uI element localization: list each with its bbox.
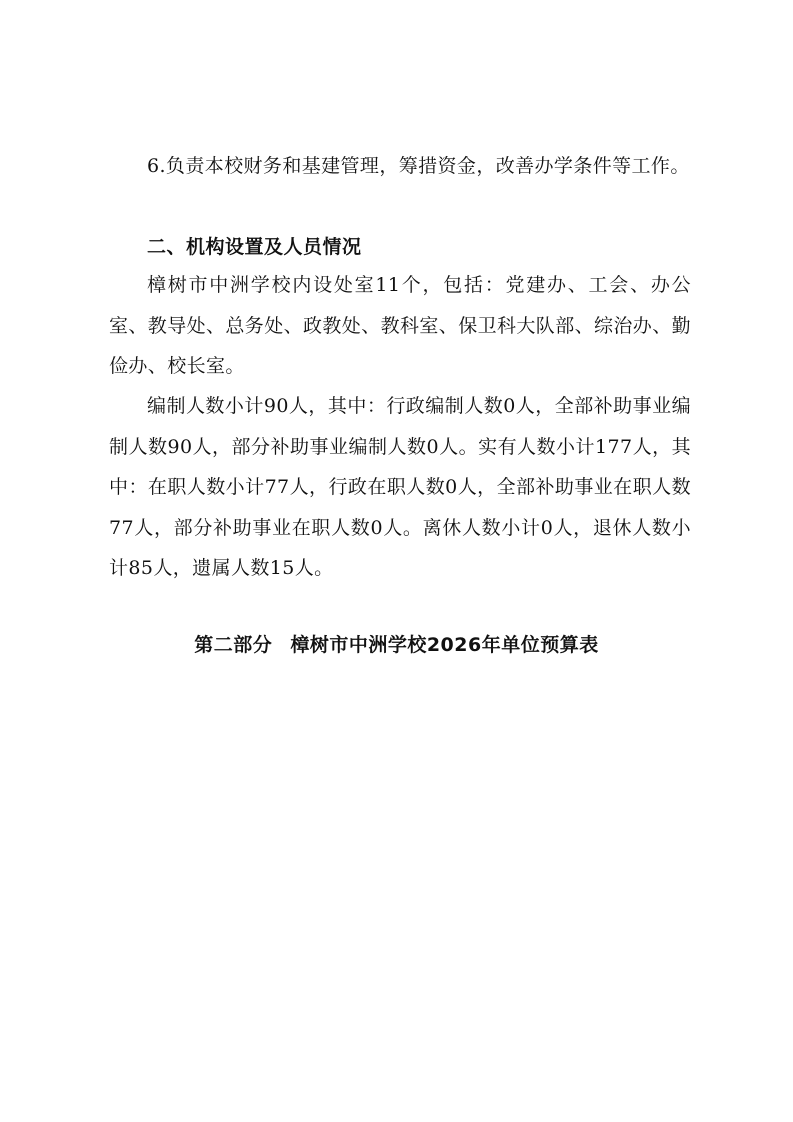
part-two-label: 第二部分 [194, 634, 273, 656]
budget-table-title: 樟树市中洲学校2026年单位预算表 [290, 634, 599, 656]
organization-paragraph: 樟树市中洲学校内设处室11个，包括：党建办、工会、办公室、教导处、总务处、政教处、教科室、保卫科大队部、综治办、勤俭办、校长室。 [109, 274, 692, 377]
staffing-paragraph: 编制人数小计90人，其中：行政编制人数0人，全部补助事业编制人数90人，部分补助事业编制人数0人。实有人数小计177人，其中：在职人数小计77人，行政在职人数0人，全部补助事业在职人数77人，部分补助事业在职人数0人。离休人数小计0人，退休人数小计85人，遗属人数15人。 [109, 395, 691, 579]
part-two-title [0, 630, 793, 660]
duty-item-6: 6.负责本校财务和基建管理，筹措资金，改善办学条件等工作。 [147, 155, 690, 177]
section-heading-organization: 二、机构设置及人员情况 [147, 236, 362, 258]
